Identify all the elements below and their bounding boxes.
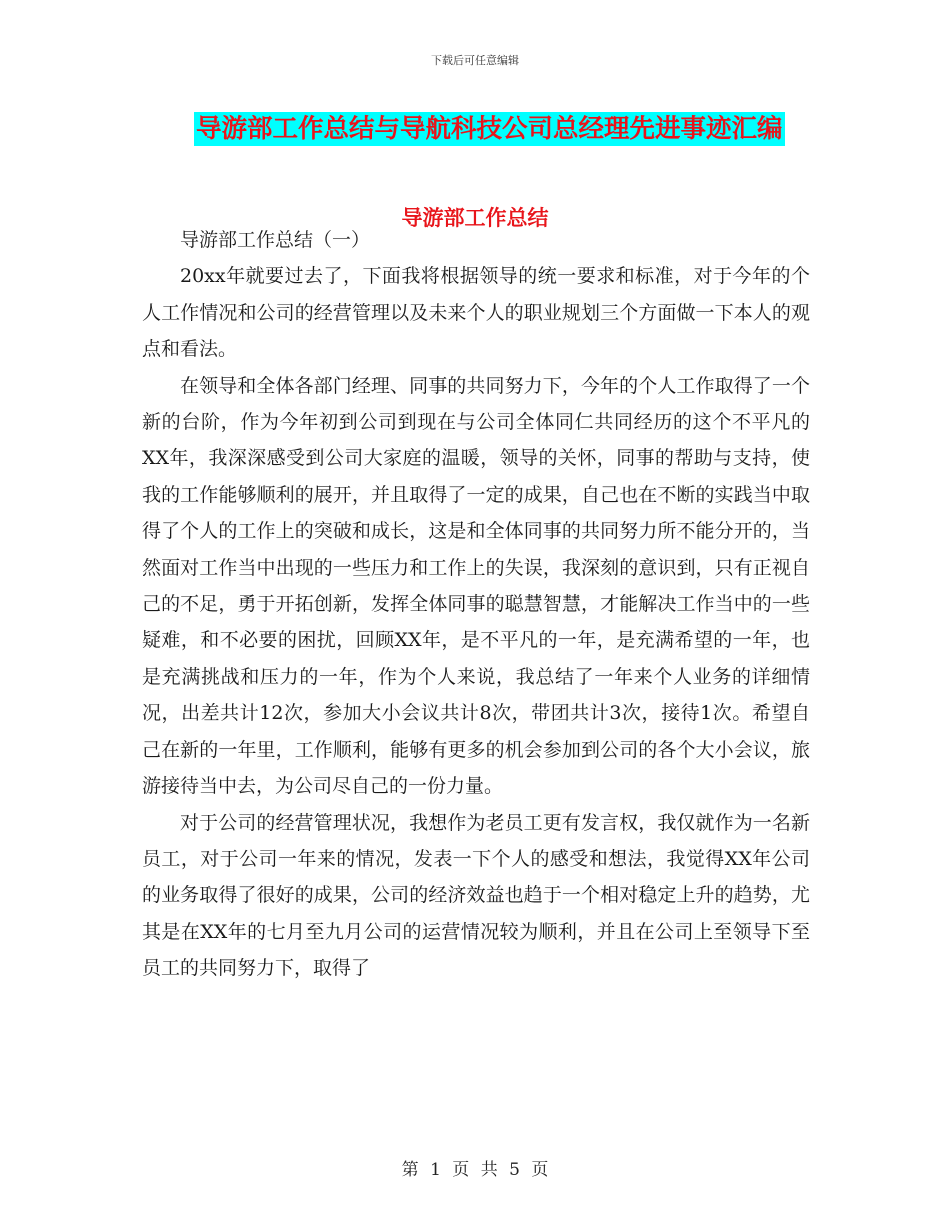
page-header-note: 下载后可任意编辑 [431, 54, 519, 67]
page-number-footer: 第 1 页 共 5 页 [401, 1160, 549, 1180]
sub-heading: 导游部工作总结（一） [180, 229, 371, 251]
section-title: 导游部工作总结 [401, 206, 549, 230]
document-body [142, 222, 810, 987]
paragraph-1: 20xx年就要过去了，下面我将根据领导的统一要求和标准，对于今年的个人工作情况和公司的经营管理以及未来个人的职业规划三个方面做一下本人的观点和看法。 [142, 265, 810, 361]
paragraph-3: 对于公司的经营管理状况，我想作为老员工更有发言权，我仅就作为一名新员工，对于公司一年来的情况，发表一下个人的感受和想法，我觉得XX年公司的业务取得了很好的成果，公司的经济效益也趋于一个相对稳定上升的趋势，尤其是在XX年的七月至九月公司的运营情况较为顺利，并且在公司上至领导下至员工的共同努力下，取得了 [142, 811, 810, 980]
document-main-title: 导游部工作总结与导航科技公司总经理先进事迹汇编 [196, 114, 783, 144]
paragraph-2: 在领导和全体各部门经理、同事的共同努力下，今年的个人工作取得了一个新的台阶，作为今年初到公司到现在与公司全体同仁共同经历的这个不平凡的XX年，我深深感受到公司大家庭的温暖，领导的关怀，同事的帮助与支持，使我的工作能够顺利的展开，并且取得了一定的成果，自己也在不断的实践当中取得了个人的工作上的突破和成长，这是和全体同事的共同努力所不能分开的，当然面对工作当中出现的一些压力和工作上的失误，我深刻的意识到，只有正视自己的不足，勇于开拓创新，发挥全体同事的聪慧智慧，才能解决工作当中的一些疑难，和不必要的困扰，回顾XX年，是不平凡的一年，是充满希望的一年，也是充满挑战和压力的一年，作为个人来说，我总结了一年来个人业务的详细情况，出差共计12次，参加大小会议共计8次，带团共计3次，接待1次。希望自己在新的一年里，工作顺利，能够有更多的机会参加到公司的各个大小会议，旅游接待当中去，为公司尽自己的一份力量。 [142, 374, 810, 798]
